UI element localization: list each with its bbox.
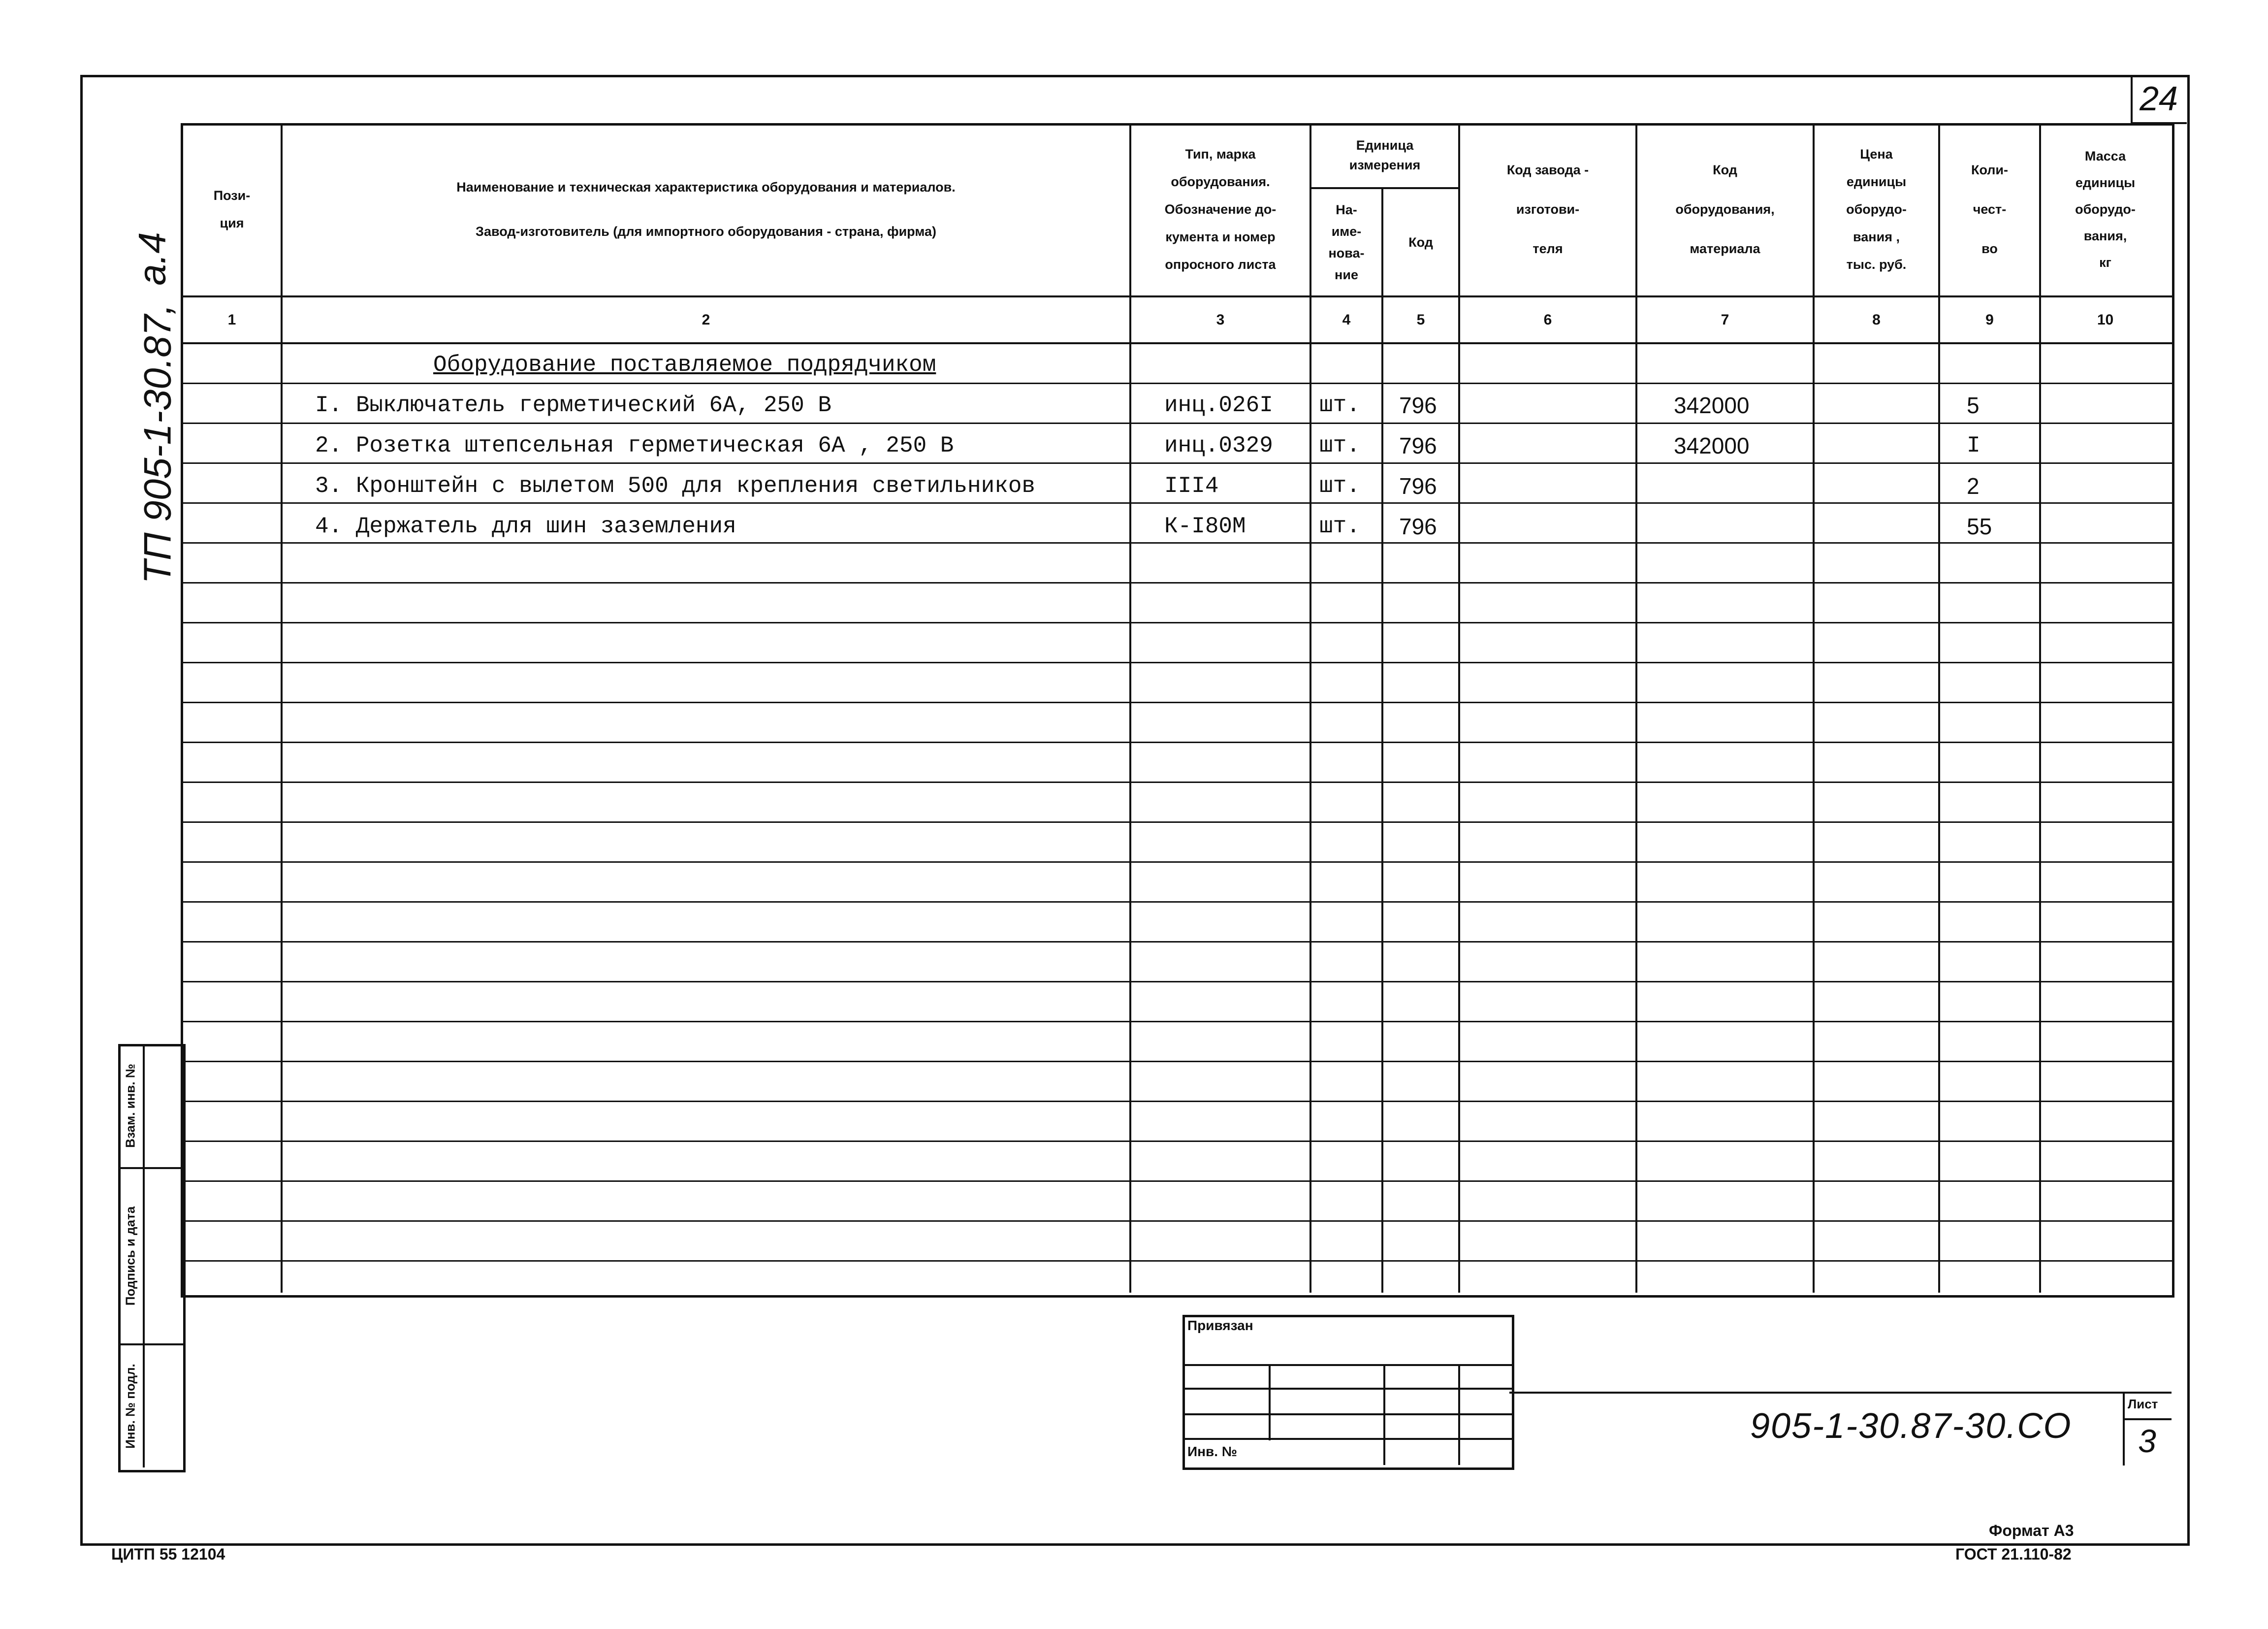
row-1-name: I. Выключатель герметический 6А, 250 В (315, 392, 831, 418)
table-row-line (181, 861, 2172, 863)
header-mass: Масса единицы оборудо- вания, кг (2075, 149, 2136, 270)
stamp-replaced-inv: Взам. инв. № (123, 1064, 138, 1148)
table-row-line (181, 1061, 2172, 1062)
table-row-line (181, 462, 2172, 464)
binding-vline-1 (1269, 1364, 1271, 1440)
colnum-10: 10 (2097, 311, 2114, 328)
row-3-unit: шт. (1319, 473, 1360, 499)
row-4-qty: 55 (1967, 514, 1992, 539)
header-unit-code: Код (1408, 235, 1433, 250)
printer-label: ЦИТП 55 12104 (111, 1545, 225, 1563)
table-row-line (181, 821, 2172, 823)
gost-label: ГОСТ 21.110-82 (1955, 1545, 2072, 1563)
binding-title: Привязан (1187, 1318, 1253, 1333)
corner-sheet-number: 24 (2140, 79, 2178, 118)
table-row-line (181, 1021, 2172, 1022)
row-4-name: 4. Держатель для шин заземления (315, 514, 736, 539)
header-factory-code: Код завода - изготови- теля (1506, 163, 1589, 256)
binding-vline-2 (1383, 1364, 1385, 1465)
row-2-unit-code: 796 (1399, 433, 1437, 458)
colnum-8: 8 (1872, 311, 1881, 328)
row-2-qty: I (1967, 433, 1981, 458)
table-row-line (181, 1140, 2172, 1142)
table-row-line (181, 782, 2172, 783)
left-stamp-divider (143, 1044, 145, 1467)
table-row-line (181, 1101, 2172, 1102)
row-2-name: 2. Розетка штепсельная герметическая 6А , 250 В (315, 433, 954, 458)
table-row-line (181, 941, 2172, 943)
left-stamp-line-2 (118, 1343, 183, 1345)
title-block-top (1509, 1392, 2172, 1394)
col-line-4 (1381, 187, 1383, 1293)
binding-line-4 (1182, 1438, 1512, 1440)
table-row-line (181, 981, 2172, 982)
table-row-line (181, 742, 2172, 743)
header-price: Цена единицы оборудо- вания , тыс. руб. (1846, 147, 1907, 272)
binding-inv-label: Инв. № (1187, 1444, 1238, 1459)
colnum-4: 4 (1342, 311, 1351, 328)
row-4-unit-code: 796 (1399, 514, 1437, 539)
binding-line-1 (1182, 1364, 1512, 1366)
row-3-unit-code: 796 (1399, 473, 1437, 499)
table-row-line (181, 383, 2172, 384)
row-3-type: III4 (1164, 473, 1219, 499)
colnum-1: 1 (227, 311, 236, 328)
colnum-6: 6 (1543, 311, 1552, 328)
header-material-code: Код оборудования, материала (1675, 163, 1775, 256)
colnum-2: 2 (702, 311, 710, 328)
header-quantity: Коли- чест- во (1971, 163, 2009, 256)
format-label: Формат А3 (1989, 1522, 2074, 1539)
number-row-line (181, 342, 2172, 344)
row-1-type: инц.026I (1164, 392, 1273, 418)
binding-line-2 (1182, 1388, 1512, 1390)
document-code: 905-1-30.87-30.СО (1750, 1406, 2072, 1446)
table-row-line (181, 1220, 2172, 1222)
colnum-5: 5 (1416, 311, 1425, 328)
binding-line-3 (1182, 1413, 1512, 1415)
table-row-line (181, 582, 2172, 584)
table-row-line (181, 1180, 2172, 1182)
sheet-number: 3 (2138, 1423, 2156, 1459)
row-3-name: 3. Кронштейн с вылетом 500 для крепления светильников (315, 473, 1036, 499)
header-unit-group: Единица измерения (1349, 138, 1421, 172)
side-stamp-code: ТП 905-1-30.87, (135, 304, 179, 584)
header-position: Пози- ция (213, 188, 251, 230)
header-name: Наименование и техническая характеристика оборудования и материалов. Завод-изготовитель (для импортного оборудования - страна, фирма) (456, 180, 956, 239)
left-stamp-line-1 (118, 1167, 183, 1169)
sheet-label: Лист (2128, 1397, 2158, 1411)
table-row-line (181, 502, 2172, 504)
row-4-unit: шт. (1319, 514, 1360, 539)
header-unit-name: На- име- нова- ние (1328, 202, 1365, 282)
binding-vline-3 (1458, 1364, 1460, 1465)
table-row-line (181, 702, 2172, 703)
row-1-qty: 5 (1967, 392, 1980, 418)
header-type: Тип, марка оборудования. Обозначение до- кумента и номер опросного листа (1164, 147, 1277, 272)
colnum-7: 7 (1721, 311, 1729, 328)
stamp-signature-date: Подпись и дата (123, 1206, 138, 1306)
table-row-line (181, 1260, 2172, 1262)
row-1-material-code: 342000 (1674, 392, 1750, 418)
row-1-unit-code: 796 (1399, 392, 1437, 418)
table-row-line (181, 423, 2172, 424)
colnum-9: 9 (1985, 311, 1994, 328)
row-2-material-code: 342000 (1674, 433, 1750, 458)
table-row-line (181, 622, 2172, 623)
table-row-line (181, 662, 2172, 663)
table-row-line (181, 542, 2172, 544)
sheet-box-line (2123, 1418, 2172, 1420)
row-4-type: К-I80М (1164, 514, 1246, 539)
row-3-qty: 2 (1967, 473, 1980, 499)
table-row-line (181, 901, 2172, 903)
stamp-original-inv: Инв. № подл. (123, 1364, 138, 1449)
colnum-3: 3 (1216, 311, 1225, 328)
row-2-type: инц.0329 (1164, 433, 1273, 458)
row-1-unit: шт. (1319, 392, 1360, 418)
section-title: Оборудование поставляемое подрядчиком (433, 352, 936, 378)
row-2-unit: шт. (1319, 433, 1360, 458)
side-stamp-top: а.4 (130, 232, 174, 286)
